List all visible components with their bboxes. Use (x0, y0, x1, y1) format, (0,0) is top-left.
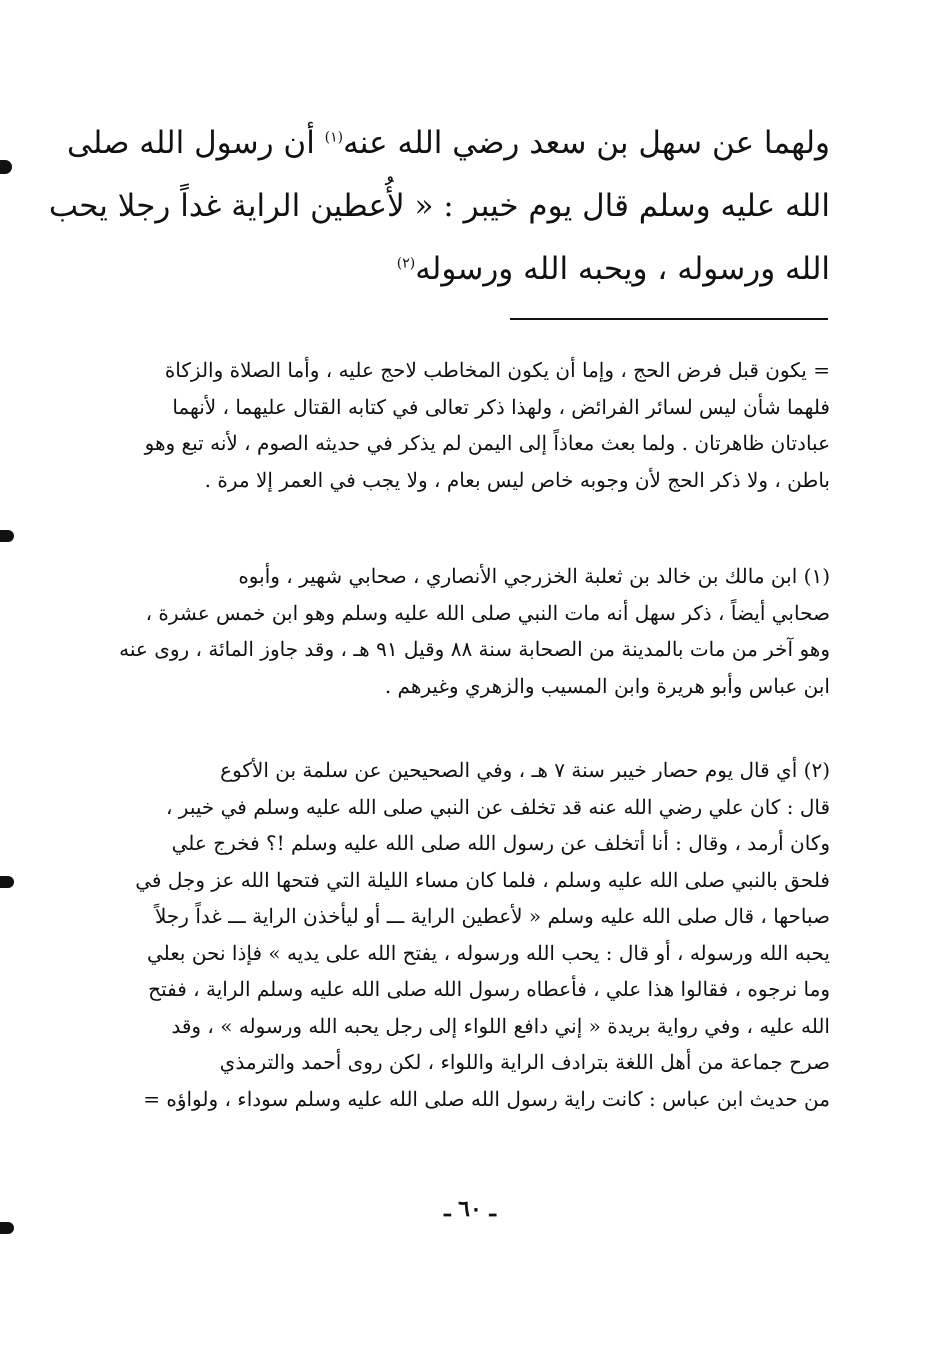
footnote-line: = يكون قبل فرض الحج ، وإما أن يكون المخاطب لاحج عليه ، وأما الصلاة والزكاة (164, 358, 830, 382)
footnote-line: فلحق بالنبي صلى الله عليه وسلم ، فلما كان مساء الليلة التي فتحها الله عز وجل في (135, 867, 830, 892)
main-text-segment: الله ورسوله ، ويحبه الله ورسوله (415, 251, 830, 287)
scan-edge-mark (0, 160, 12, 174)
main-text-segment: أن رسول الله صلى (67, 125, 325, 161)
footnote-line: عبادتان ظاهرتان . ولما بعث معاذاً إلى اليمن لم يذكر في حديثه الصوم ، لأنه تبع وهو (144, 431, 830, 455)
footnote-line: من حديث ابن عباس : كانت راية رسول الله صلى الله عليه وسلم سوداء ، ولواؤه = (143, 1086, 830, 1111)
scan-edge-mark (0, 876, 14, 888)
footnote-line: قال : كان علي رضي الله عنه قد تخلف عن النبي صلى الله عليه وسلم في خيبر ، (165, 794, 830, 819)
footnote-line: صرح جماعة من أهل اللغة بترادف الراية واللواء ، لكن روى أحمد والترمذي (219, 1050, 830, 1074)
main-text-line: الله عليه وسلم قال يوم خيبر : « لأُعطين الراية غداً رجلا يحب (48, 188, 830, 224)
footnote-continuation (108, 352, 830, 498)
footnote-separator (510, 318, 828, 320)
main-text-segment: ولهما عن سهل بن سعد رضي الله عنه (343, 125, 830, 161)
footnote-line: ابن عباس وأبو هريرة وابن المسيب والزهري وغيرهم . (384, 673, 830, 698)
main-text-line (108, 238, 830, 301)
main-text-line (67, 112, 830, 175)
footnote-line: باطن ، ولا ذكر الحج لأن وجوبه خاص ليس بعام ، ولا يجب في العمر إلا مرة . (204, 467, 830, 492)
footnote-line: وكان أرمد ، وقال : أنا أتخلف عن رسول الله صلى الله عليه وسلم !؟ فخرج علي (171, 831, 830, 855)
scan-edge-mark (0, 530, 14, 542)
scan-edge-mark (0, 1222, 14, 1234)
page-number: ـ ٦٠ ـ (444, 1196, 496, 1222)
footnote-line: الله عليه ، وفي رواية بريدة « إني دافع اللواء إلى رجل يحبه الله ورسوله » ، وقد (171, 1013, 830, 1038)
footnote-2 (108, 752, 830, 1117)
main-hadith-text (48, 112, 830, 301)
footnote-line: (١) ابن مالك بن خالد بن ثعلبة الخزرجي الأنصاري ، صحابي شهير ، وأبوه (238, 564, 830, 588)
footnote-ref-1: (١) (324, 129, 344, 146)
footnote-ref-2: (٢) (396, 255, 416, 272)
footnote-line: صحابي أيضاً ، ذكر سهل أنه مات النبي صلى الله عليه وسلم وهو ابن خمس عشرة ، (145, 600, 830, 625)
footnote-line: يحبه الله ورسوله ، أو قال : يحب الله ورسوله ، يفتح الله على يديه » فإذا نحن بعلي (146, 940, 830, 965)
footnote-line: فلهما شأن ليس لسائر الفرائض ، ولهذا ذكر تعالى في كتابه القتال عليهما ، لأنهما (172, 394, 830, 419)
footnote-line: صباحها ، قال صلى الله عليه وسلم « لأعطين الراية ـــ أو ليأخذن الراية ـــ غداً رجلاً (155, 904, 830, 928)
footnote-line: وهو آخر من مات بالمدينة من الصحابة سنة ٨٨ وقيل ٩١ هـ ، وقد جاوز المائة ، روى عنه (119, 637, 830, 661)
footnote-1 (108, 558, 830, 704)
footnote-line: وما نرجوه ، فقالوا هذا علي ، فأعطاه رسول الله صلى الله عليه وسلم الراية ، ففتح (148, 977, 830, 1001)
footnote-line: (٢) أي قال يوم حصار خيبر سنة ٧ هـ ، وفي الصحيحين عن سلمة بن الأكوع (220, 758, 830, 782)
